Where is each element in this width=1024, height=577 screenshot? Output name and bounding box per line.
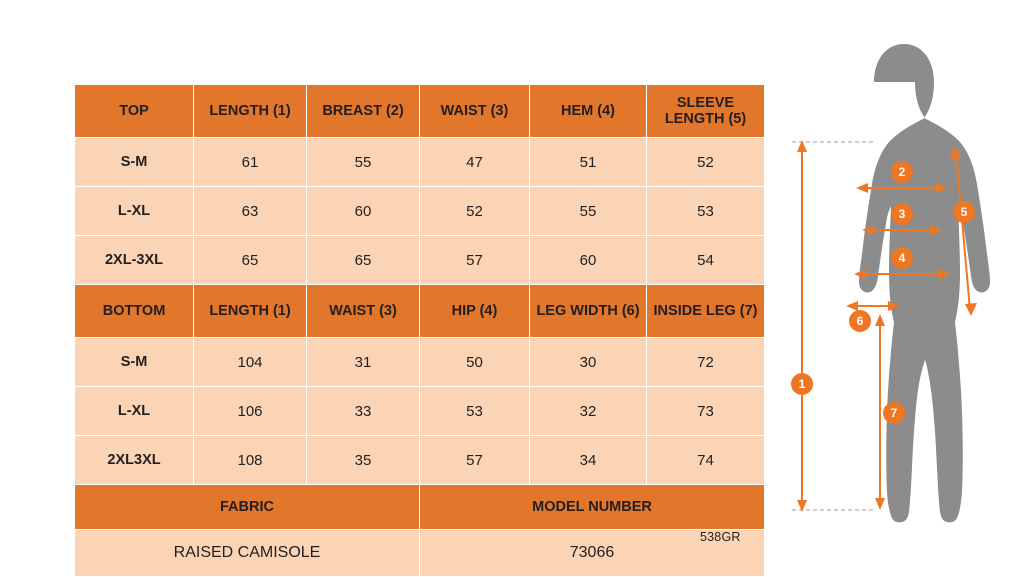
cell-inside-leg: 74 bbox=[647, 436, 765, 485]
marker-7-label: 7 bbox=[890, 406, 898, 420]
marker-4 bbox=[891, 247, 913, 269]
cell-breast: 65 bbox=[307, 236, 420, 285]
column-header-waist: WAIST (3) bbox=[420, 85, 530, 138]
table-row bbox=[75, 236, 765, 285]
marker-2-label: 2 bbox=[898, 165, 906, 179]
cell-length: 106 bbox=[194, 387, 307, 436]
cell-inside-leg: 73 bbox=[647, 387, 765, 436]
table-row bbox=[75, 338, 765, 387]
row-label: L-XL bbox=[75, 387, 194, 436]
row-label: 2XL-3XL bbox=[75, 236, 194, 285]
cell-leg-width: 30 bbox=[530, 338, 647, 387]
cell-waist: 52 bbox=[420, 187, 530, 236]
row-label: L-XL bbox=[75, 187, 194, 236]
cell-waist: 35 bbox=[307, 436, 420, 485]
cell-length: 65 bbox=[194, 236, 307, 285]
cell-sleeve-length: 54 bbox=[647, 236, 765, 285]
column-header-top: TOP bbox=[75, 85, 194, 138]
cell-breast: 60 bbox=[307, 187, 420, 236]
column-header-model-number: MODEL NUMBER bbox=[420, 485, 765, 530]
cell-hip: 57 bbox=[420, 436, 530, 485]
cell-waist: 47 bbox=[420, 138, 530, 187]
marker-6 bbox=[849, 310, 871, 332]
row-label: S-M bbox=[75, 138, 194, 187]
column-header-hem: HEM (4) bbox=[530, 85, 647, 138]
table-row bbox=[75, 187, 765, 236]
marker-6-label: 6 bbox=[856, 314, 864, 328]
bottom-section-header-row bbox=[75, 285, 765, 338]
fabric-row bbox=[75, 530, 765, 577]
cell-sleeve-length: 52 bbox=[647, 138, 765, 187]
marker-1 bbox=[791, 373, 813, 395]
fabric-section-header-row bbox=[75, 485, 765, 530]
measurement-figure-panel bbox=[770, 20, 1024, 576]
cell-length: 63 bbox=[194, 187, 307, 236]
cell-length: 108 bbox=[194, 436, 307, 485]
column-header-length: LENGTH (1) bbox=[194, 285, 307, 338]
cell-length: 104 bbox=[194, 338, 307, 387]
product-code-label: 538GR bbox=[700, 530, 741, 544]
cell-leg-width: 34 bbox=[530, 436, 647, 485]
cell-inside-leg: 72 bbox=[647, 338, 765, 387]
size-table bbox=[74, 84, 765, 577]
cell-waist: 31 bbox=[307, 338, 420, 387]
column-header-bottom: BOTTOM bbox=[75, 285, 194, 338]
column-header-leg-width: LEG WIDTH (6) bbox=[530, 285, 647, 338]
row-label: S-M bbox=[75, 338, 194, 387]
cell-hip: 53 bbox=[420, 387, 530, 436]
column-header-waist: WAIST (3) bbox=[307, 285, 420, 338]
table-row bbox=[75, 138, 765, 187]
cell-waist: 33 bbox=[307, 387, 420, 436]
marker-3-label: 3 bbox=[898, 207, 906, 221]
cell-hem: 60 bbox=[530, 236, 647, 285]
measure-line-total-length bbox=[797, 140, 807, 512]
cell-waist: 57 bbox=[420, 236, 530, 285]
marker-4-label: 4 bbox=[898, 251, 906, 265]
size-table-container bbox=[74, 84, 764, 577]
marker-1-label: 1 bbox=[798, 377, 806, 391]
cell-sleeve-length: 53 bbox=[647, 187, 765, 236]
top-section-header-row bbox=[75, 85, 765, 138]
marker-5 bbox=[953, 201, 975, 223]
cell-fabric: RAISED CAMISOLE bbox=[75, 530, 420, 577]
cell-length: 61 bbox=[194, 138, 307, 187]
cell-leg-width: 32 bbox=[530, 387, 647, 436]
table-row bbox=[75, 387, 765, 436]
cell-hem: 55 bbox=[530, 187, 647, 236]
column-header-sleeve-length: SLEEVE LENGTH (5) bbox=[647, 85, 765, 138]
cell-hem: 51 bbox=[530, 138, 647, 187]
table-row bbox=[75, 436, 765, 485]
column-header-length: LENGTH (1) bbox=[194, 85, 307, 138]
column-header-breast: BREAST (2) bbox=[307, 85, 420, 138]
row-label: 2XL3XL bbox=[75, 436, 194, 485]
column-header-inside-leg: INSIDE LEG (7) bbox=[647, 285, 765, 338]
female-silhouette-icon bbox=[856, 44, 990, 522]
column-header-fabric: FABRIC bbox=[75, 485, 420, 530]
cell-breast: 55 bbox=[307, 138, 420, 187]
marker-2 bbox=[891, 161, 913, 183]
cell-hip: 50 bbox=[420, 338, 530, 387]
marker-5-label: 5 bbox=[960, 205, 968, 219]
cell-model-number: 73066 bbox=[420, 530, 765, 577]
marker-7 bbox=[883, 402, 905, 424]
column-header-hip: HIP (4) bbox=[420, 285, 530, 338]
marker-3 bbox=[891, 203, 913, 225]
